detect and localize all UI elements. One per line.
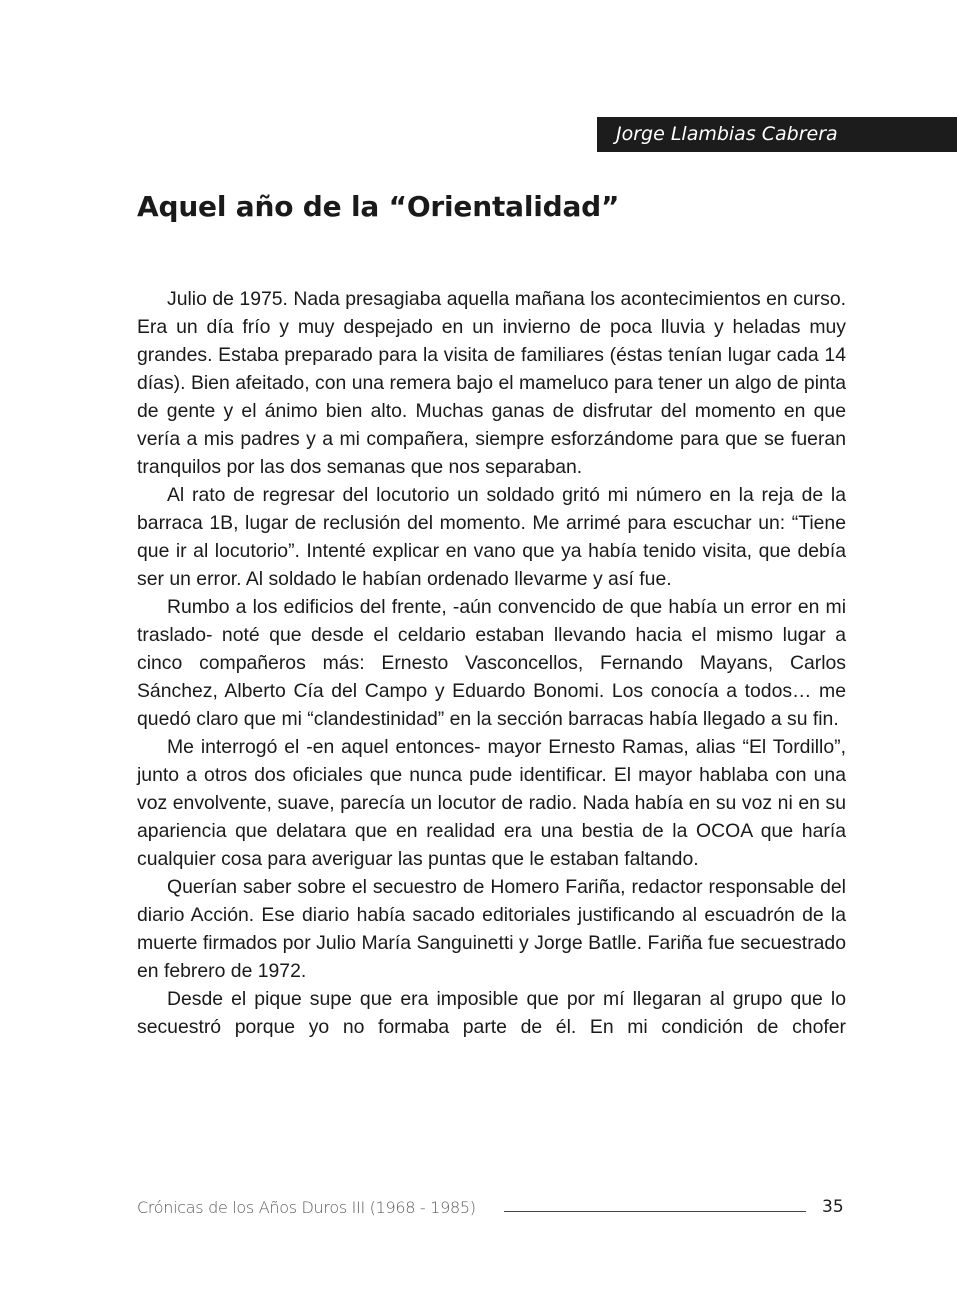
paragraph: Me interrogó el -en aquel entonces- mayor Ernesto Ramas, alias “El Tordillo”, junto a otros dos oficiales que nunca pude identificar. El mayor hablaba con una voz envolvente, suave, parecía un locutor de radio. Nada había en su voz ni en su apariencia que delatara que en realidad era una bestia de la OCOA que haría cualquier cosa para averiguar las puntas que le estaban faltando. (137, 736, 846, 870)
page-number: 35 (822, 1197, 844, 1217)
author-name: Jorge Llambias Cabrera (616, 123, 838, 145)
footer-rule (504, 1211, 806, 1212)
chapter-title: Aquel año de la “Orientalidad” (137, 190, 620, 223)
paragraph: Julio de 1975. Nada presagiaba aquella mañana los acontecimientos en curso. Era un día frío y muy despejado en un invierno de poca lluvia y heladas muy grandes. Estaba preparado para la visita de familiares (éstas tenían lugar cada 14 días). Bien afeitado, con una remera bajo el mameluco para tener un algo de pinta de gente y el ánimo bien alto. Muchas ganas de disfrutar del momento en que vería a mis padres y a mi compañera, siempre esforzándome para que se fueran tranquilos por las dos semanas que nos separaban. (137, 288, 846, 478)
footer-book-title: Crónicas de los Años Duros III (1968 - 1985) (137, 1198, 476, 1217)
paragraph: Rumbo a los edificios del frente, -aún convencido de que había un error en mi traslado- noté que desde el celdario estaban llevando hacia el mismo lugar a cinco compañeros más: Ernesto Vasconcellos, Fernando Mayans, Carlos Sánchez, Alberto Cía del Campo y Eduardo Bonomi. Los conocía a todos… me quedó claro que mi “clandestinidad” en la sección barracas había llegado a su fin. (137, 596, 846, 730)
paragraph: Al rato de regresar del locutorio un soldado gritó mi número en la reja de la barraca 1B, lugar de reclusión del momento. Me arrimé para escuchar un: “Tiene que ir al locutorio”. Intenté explicar en vano que ya había tenido visita, que debía ser un error. Al soldado le habían ordenado llevarme y así fue. (137, 484, 846, 590)
body-text (137, 285, 846, 1041)
paragraph-last: Desde el pique supe que era imposible que por mí llegaran al grupo que lo secuestró porque yo no formaba parte de él. En mi condición de chofer (137, 988, 846, 1038)
author-banner (597, 117, 957, 152)
paragraph: Querían saber sobre el secuestro de Homero Fariña, redactor responsable del diario Acción. Ese diario había sacado editoriales justificando al escuadrón de la muerte firmados por Julio María Sanguinetti y Jorge Batlle. Fariña fue secuestrado en febrero de 1972. (137, 876, 846, 982)
